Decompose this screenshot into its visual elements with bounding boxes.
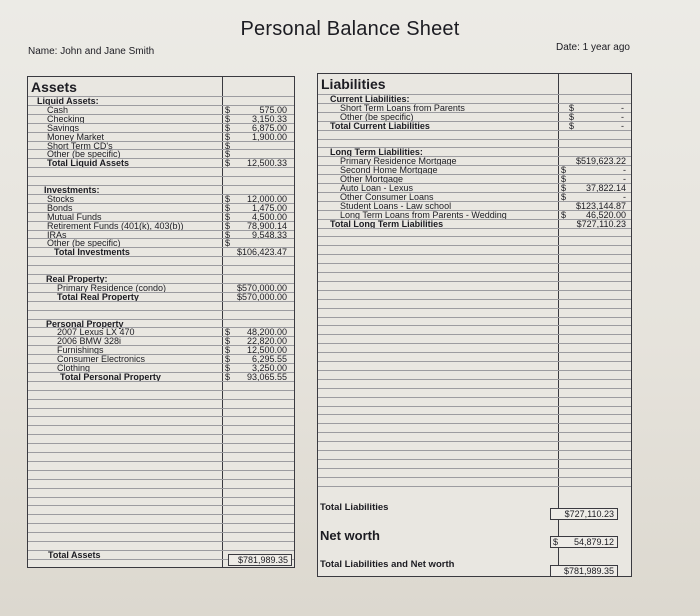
long-term-liability-row-currency: $ [561, 191, 567, 202]
long-term-liability-row-value: - [623, 191, 626, 202]
total-liquid-assets-row-currency: $ [225, 158, 231, 169]
long-term-liability-row-value: $123,144.87 [575, 200, 626, 211]
long-term-liability-row-label: Long Term Loans from Parents - Wedding [340, 209, 507, 220]
long-term-liability-row-label: Other Mortgage [340, 174, 404, 185]
liquid-asset-row-currency: $ [225, 140, 231, 151]
investment-row-label: Bonds [47, 202, 73, 213]
total-liabilities-networth-value: $781,989.35 [563, 566, 614, 576]
investment-row-value: 78,900.14 [246, 220, 287, 231]
investment-row-currency: $ [225, 229, 231, 240]
blank-row [318, 486, 631, 496]
liquid-asset-row-currency: $ [225, 104, 231, 115]
long-term-liability-row-currency: $ [561, 209, 567, 220]
investment-row-value: 1,475.00 [251, 202, 287, 213]
liquid-assets-header-label: Liquid Assets: [37, 96, 99, 106]
personal-property-row-currency: $ [225, 336, 231, 347]
personal-property-row-label: Consumer Electronics [57, 354, 146, 365]
investment-row-currency: $ [225, 211, 231, 222]
total-liabilities-label: Total Liabilities [320, 502, 389, 513]
total-liquid-assets-row-value: 12,500.33 [246, 158, 287, 169]
real-property-header-label: Real Property: [46, 274, 108, 284]
current-liability-row-value: - [621, 111, 624, 122]
liquid-asset-row-label: Money Market [47, 131, 105, 142]
long-term-liability-row-currency: $ [561, 174, 567, 185]
investment-row-value: 9,548.33 [251, 229, 287, 240]
liquid-asset-row-value: 6,875.00 [251, 122, 287, 133]
current-liability-row-value: - [621, 102, 624, 113]
investment-row-value: 12,000.00 [246, 193, 287, 204]
long-term-liability-row-value: - [623, 174, 626, 185]
long-term-liability-row-label: Auto Loan - Lexus [340, 183, 414, 193]
total-liabilities-cell [550, 508, 618, 520]
real-property-row-label: Primary Residence (condo) [57, 282, 167, 293]
long-term-liability-row-label: Other Consumer Loans [340, 191, 434, 202]
investment-row-label: Retirement Funds (401(k), 403(b)) [47, 220, 184, 231]
total-long-term-liabilities-row-value: $727,110.23 [576, 218, 626, 229]
liquid-asset-row-currency: $ [225, 149, 231, 160]
total-liabilities-value: $727,110.23 [564, 509, 614, 519]
total-liabilities-networth-label: Total Liabilities and Net worth [320, 559, 455, 570]
long-term-liability-row-label: Primary Residence Mortgage [340, 156, 457, 167]
total-investments-row-value: $106,423.47 [236, 247, 287, 258]
liabilities-title: Liabilities [321, 76, 386, 92]
personal-property-row-label: Furnishings [57, 345, 104, 356]
personal-property-row-value: 3,250.00 [251, 363, 287, 373]
net-worth-value: 54,879.12 [573, 537, 614, 547]
investment-row-label: Mutual Funds [47, 211, 102, 222]
personal-property-header-label: Personal Property [46, 318, 124, 329]
personal-property-row-value: 12,500.00 [246, 345, 287, 356]
liquid-asset-row-label: Savings [47, 122, 80, 133]
investment-row-currency: $ [225, 193, 231, 204]
total-current-liabilities-row-currency: $ [569, 120, 575, 131]
personal-property-row-value: 48,200.00 [246, 327, 287, 338]
investment-row-currency: $ [225, 220, 231, 231]
investment-row-label: Stocks [47, 193, 75, 204]
current-liability-row-currency: $ [569, 111, 575, 122]
page-title: Personal Balance Sheet [240, 18, 460, 40]
long-term-liabilities-header-label: Long Term Liabilities: [330, 147, 423, 158]
long-term-liability-row-label: Second Home Mortgage [340, 165, 438, 176]
current-liability-row-label: Other (be specific) [340, 111, 414, 122]
investments-header-label: Investments: [44, 185, 100, 195]
net-worth-label: Net worth [320, 528, 380, 543]
personal-property-row-label: 2007 Lexus LX 470 [57, 327, 135, 338]
long-term-liability-row-label: Student Loans - Law school [340, 200, 452, 211]
total-personal-property-row-value: 93,065.55 [246, 371, 287, 382]
total-real-property-row-value: $570,000.00 [236, 291, 287, 302]
liquid-asset-row-value: 575.00 [259, 104, 287, 115]
personal-property-row-currency: $ [225, 363, 231, 373]
liquid-asset-row-label: Short Term CD's [47, 140, 113, 151]
date-line: Date: 1 year ago [556, 42, 630, 53]
long-term-liability-row-currency: $ [561, 183, 567, 193]
total-assets-value: $781,989.35 [237, 555, 288, 565]
total-real-property-row-label: Total Real Property [57, 291, 139, 302]
total-personal-property-row-currency: $ [225, 371, 231, 382]
net-worth-cell [550, 536, 618, 548]
current-liabilities-header-label: Current Liabilities: [330, 94, 410, 104]
personal-property-row-value: 6,295.55 [251, 354, 287, 365]
total-investments-row-label: Total Investments [54, 247, 130, 258]
total-liabilities-networth-cell [550, 565, 618, 577]
liquid-asset-row-label: Cash [47, 104, 69, 115]
investment-row-value: 4,500.00 [251, 211, 287, 222]
total-current-liabilities-row-value: - [621, 120, 624, 131]
liquid-asset-row-value: 1,900.00 [251, 131, 287, 142]
investment-row-currency: $ [225, 238, 231, 249]
long-term-liability-row-value: $519,623.22 [575, 156, 626, 167]
total-assets-label: Total Assets [48, 550, 101, 560]
personal-property-row-label: Clothing [57, 363, 91, 373]
investment-row-label: Other (be specific) [47, 238, 121, 249]
net-worth-currency: $ [553, 537, 559, 547]
total-personal-property-row-label: Total Personal Property [60, 371, 161, 382]
total-assets-cell [228, 554, 292, 566]
liquid-asset-row-currency: $ [225, 113, 231, 124]
current-liability-row-currency: $ [569, 102, 575, 113]
long-term-liability-row-value: - [623, 165, 626, 176]
real-property-row-value: $570,000.00 [236, 282, 287, 293]
assets-title: Assets [31, 79, 77, 95]
assets-panel [27, 76, 295, 568]
long-term-liability-row-value: 37,822.14 [585, 183, 626, 193]
personal-property-row-value: 22,820.00 [246, 336, 287, 347]
personal-property-row-currency: $ [225, 345, 231, 356]
current-liability-row-label: Short Term Loans from Parents [340, 102, 465, 113]
investment-row-currency: $ [225, 202, 231, 213]
liquid-asset-row-currency: $ [225, 131, 231, 142]
personal-property-row-currency: $ [225, 354, 231, 365]
total-liquid-assets-row-label: Total Liquid Assets [47, 158, 130, 169]
personal-property-row-label: 2006 BMW 328i [57, 336, 122, 347]
liquid-asset-row-value: 3,150.33 [251, 113, 287, 124]
long-term-liability-row-currency: $ [561, 165, 567, 176]
total-long-term-liabilities-row-label: Total Long Term Liabilities [330, 218, 444, 229]
liquid-asset-row-label: Other (be specific) [47, 149, 121, 160]
liquid-asset-row-currency: $ [225, 122, 231, 133]
long-term-liability-row-value: 46,520.00 [585, 209, 626, 220]
investment-row-label: IRAs [47, 229, 67, 240]
liquid-asset-row-label: Checking [47, 113, 85, 124]
name-line: Name: John and Jane Smith [28, 46, 155, 57]
personal-property-row-currency: $ [225, 327, 231, 338]
total-current-liabilities-row-label: Total Current Liabilities [330, 120, 430, 131]
